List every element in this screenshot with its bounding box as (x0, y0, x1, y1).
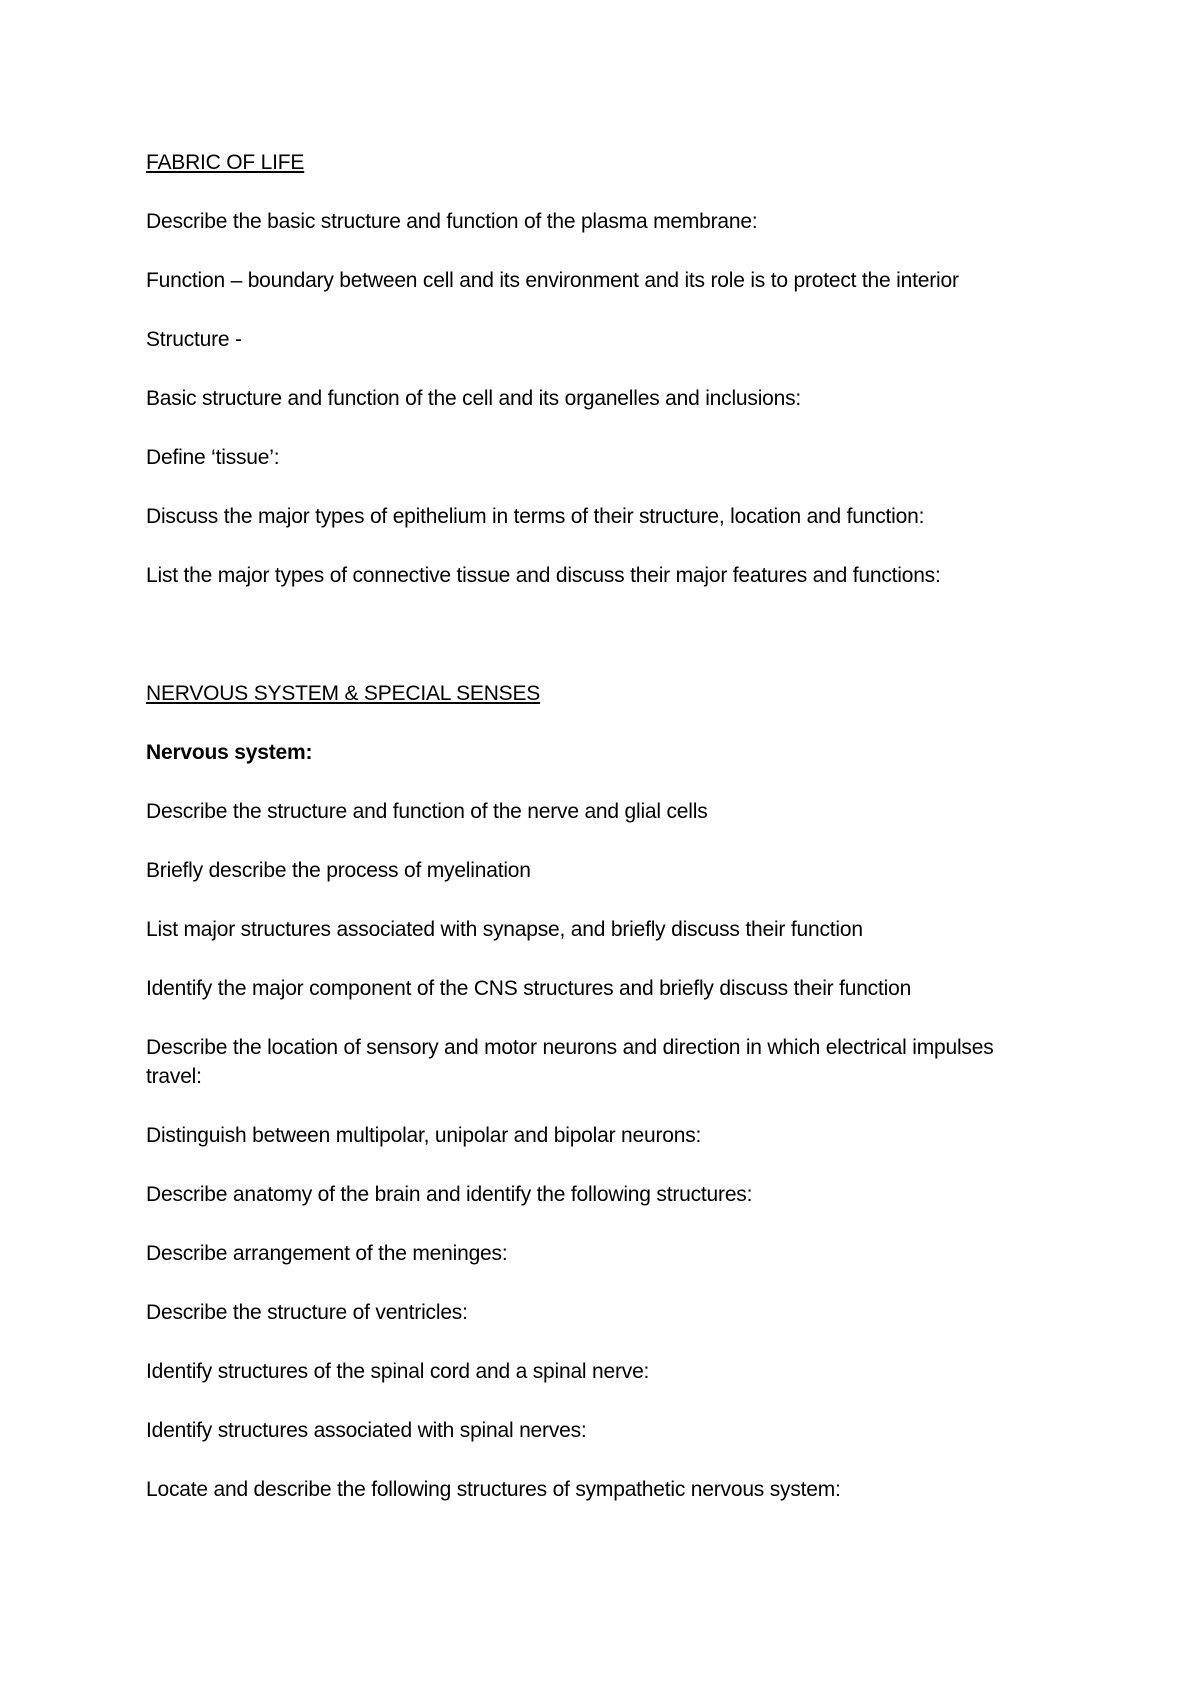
text-line: Identify structures associated with spinal nerves: (146, 1419, 587, 1442)
document-body (146, 148, 1066, 1534)
text-line: Describe the structure of ventricles: (146, 1301, 468, 1324)
section-heading-nervous-system: NERVOUS SYSTEM & SPECIAL SENSES (146, 682, 541, 705)
text-line: Discuss the major types of epithelium in terms of their structure, location and function: (146, 505, 925, 528)
text-line: Locate and describe the following structures of sympathetic nervous system: (146, 1478, 841, 1501)
text-line: Describe arrangement of the meninges: (146, 1242, 508, 1265)
text-line: Structure - (146, 328, 242, 351)
text-line: Identify the major component of the CNS structures and briefly discuss their function (146, 977, 912, 1000)
subheading-nervous-system: Nervous system: (146, 741, 313, 764)
text-line: Define ‘tissue’: (146, 446, 280, 469)
text-line: Describe the basic structure and function of the plasma membrane: (146, 210, 758, 233)
text-line: Basic structure and function of the cell and its organelles and inclusions: (146, 387, 802, 410)
section-heading-fabric-of-life: FABRIC OF LIFE (146, 151, 305, 174)
text-line: Describe anatomy of the brain and identify the following structures: (146, 1183, 753, 1206)
text-line: Distinguish between multipolar, unipolar and bipolar neurons: (146, 1124, 702, 1147)
text-line: List the major types of connective tissue and discuss their major features and functions: (146, 564, 941, 587)
text-line: Describe the location of sensory and motor neurons and direction in which electrical impulses travel: (146, 1036, 994, 1088)
text-line: List major structures associated with synapse, and briefly discuss their function (146, 918, 863, 941)
section-spacer (146, 620, 1066, 679)
text-line: Function – boundary between cell and its environment and its role is to protect the interior (146, 269, 959, 292)
text-line: Identify structures of the spinal cord and a spinal nerve: (146, 1360, 650, 1383)
text-line: Briefly describe the process of myelination (146, 859, 531, 882)
text-line: Describe the structure and function of the nerve and glial cells (146, 800, 708, 823)
